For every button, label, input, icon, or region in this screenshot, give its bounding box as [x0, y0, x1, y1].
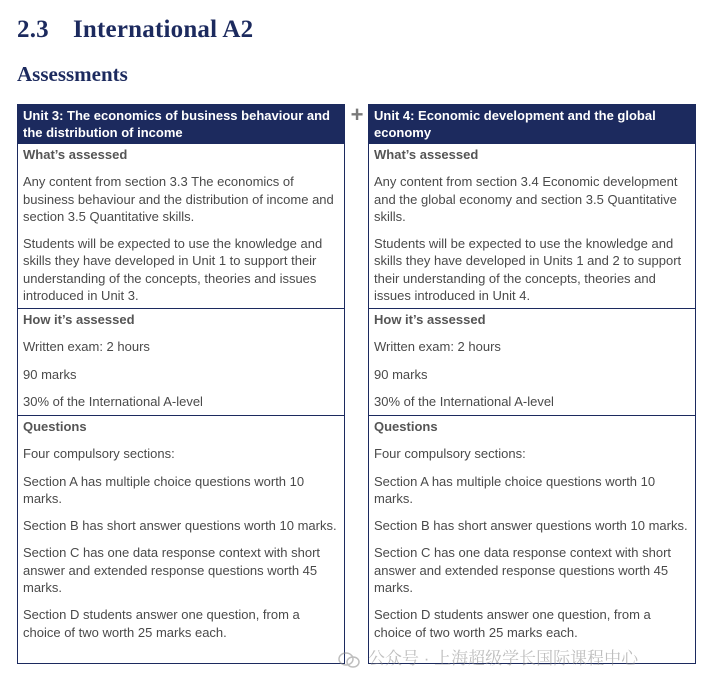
- assessments-subheading: Assessments: [17, 62, 128, 86]
- unit-4-whats-assessed: [369, 143, 695, 308]
- questions-intro: Four compulsory sections:: [23, 446, 175, 462]
- unit-3-how-assessed: [18, 308, 344, 415]
- unit-4-how-assessed: [369, 308, 695, 415]
- wechat-icon: [338, 652, 360, 668]
- whats-assessed-title: What’s assessed: [23, 147, 128, 162]
- questions-intro: Four compulsory sections:: [374, 446, 526, 462]
- watermark: [338, 644, 638, 669]
- unit-4-questions: [369, 415, 695, 664]
- unit-3-whats-assessed: [18, 143, 344, 308]
- plus-icon: +: [350, 102, 364, 127]
- whats-assessed-title: What’s assessed: [374, 147, 479, 162]
- whats-assessed-paragraph-1: Any content from section 3.3 The economics of business behaviour and the distribution of income and section 3.5 Quantitative skills.: [23, 174, 334, 224]
- exam-marks: 90 marks: [374, 366, 428, 382]
- questions-title: Questions: [23, 419, 87, 434]
- exam-duration: Written exam: 2 hours: [23, 339, 150, 355]
- section-c-text: Section C has one data response context with short answer and extended response questions worth 45 marks.: [374, 545, 672, 596]
- section-heading: [17, 16, 253, 44]
- section-b-text: Section B has short answer questions worth 10 marks.: [23, 518, 337, 534]
- unit-3-column: [17, 104, 345, 664]
- watermark-text: 公众号 · 上海超级学长国际课程中心: [368, 649, 639, 668]
- whats-assessed-paragraph-2: Students will be expected to use the knowledge and skills they have developed in Unit 1 to support their understanding of the concepts, theories and issues introduced in Unit 3.: [23, 236, 323, 304]
- section-d-text: Section D students answer one question, from a choice of two worth 25 marks each.: [23, 607, 300, 640]
- exam-weighting: 30% of the International A-level: [23, 393, 203, 409]
- unit-4-title: Unit 4: Economic development and the global economy: [369, 105, 695, 143]
- how-assessed-title: How it’s assessed: [23, 312, 135, 327]
- whats-assessed-paragraph-1: Any content from section 3.4 Economic development and the global economy and section 3.5 Quantitative skills.: [374, 174, 678, 224]
- questions-title: Questions: [374, 419, 438, 434]
- section-d-text: Section D students answer one question, from a choice of two worth 25 marks each.: [374, 607, 651, 640]
- section-title: International A2: [73, 16, 254, 43]
- unit-4-column: [368, 104, 696, 664]
- section-number: 2.3: [17, 16, 49, 43]
- whats-assessed-paragraph-2: Students will be expected to use the knowledge and skills they have developed in Units 1 and 2 to support their understanding of the concepts, theories and issues introduced in Unit 4.: [374, 236, 682, 304]
- exam-marks: 90 marks: [23, 366, 77, 382]
- exam-weighting: 30% of the International A-level: [374, 393, 554, 409]
- section-a-text: Section A has multiple choice questions worth 10 marks.: [374, 473, 656, 506]
- unit-3-title: Unit 3: The economics of business behaviour and the distribution of income: [18, 105, 344, 143]
- exam-duration: Written exam: 2 hours: [374, 339, 501, 355]
- section-a-text: Section A has multiple choice questions worth 10 marks.: [23, 473, 305, 506]
- unit-3-questions: [18, 415, 344, 664]
- how-assessed-title: How it’s assessed: [374, 312, 486, 327]
- section-b-text: Section B has short answer questions worth 10 marks.: [374, 518, 688, 534]
- section-c-text: Section C has one data response context with short answer and extended response questions worth 45 marks.: [23, 545, 321, 596]
